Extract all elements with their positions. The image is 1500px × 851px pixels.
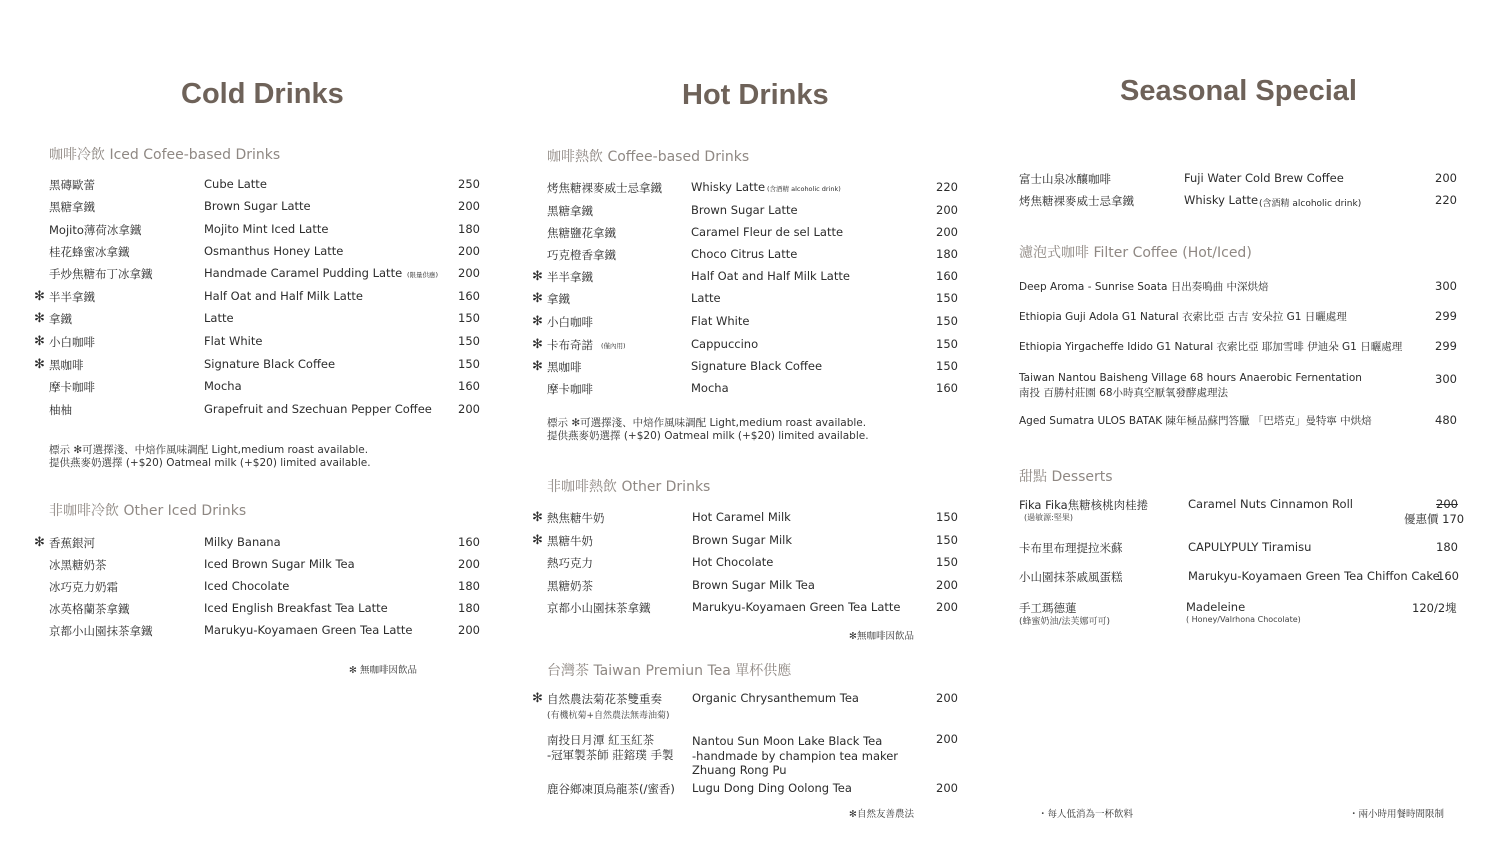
menu-item: 烤焦糖裸麥威士忌拿鐵 Whisky Latte (含酒精 alcoholic drink) 220 <box>1019 193 1457 209</box>
menu-item: 冰英格蘭茶拿鐵 Iced English Breakfast Tea Latte 180 <box>49 601 480 616</box>
desserts-header: 甜點 Desserts <box>1019 469 1113 485</box>
discount-price: 優惠價 170 <box>1404 512 1465 526</box>
menu-item: 黑糖拿鐵 Brown Sugar Latte 200 <box>547 203 958 218</box>
menu-item: 冰巧克力奶霜 Iced Chocolate 180 <box>49 579 480 594</box>
oatmilk-note: 提供燕麥奶選擇 (+$20) Oatmeal milk (+$20) limited available. <box>49 457 371 469</box>
menu-item: ✻ 熱焦糖牛奶 Hot Caramel Milk 150 <box>532 510 958 525</box>
menu-item: ✻ 半半拿鐵 Half Oat and Half Milk Latte 160 <box>34 289 480 304</box>
menu-item: ✻ 香蕉銀河 Milky Banana 160 <box>34 535 480 550</box>
menu-item: ✻ 小白咖啡 Flat White 150 <box>532 314 958 329</box>
menu-item: 京都小山園抹茶拿鐵 Marukyu-Koyamaen Green Tea Latte 200 <box>547 600 958 615</box>
flavor-note: (蜂蜜奶油/法芙娜可可) <box>1019 617 1111 627</box>
menu-item: 手炒焦糖布丁冰拿鐵 Handmade Caramel Pudding Latte (限量供應) 200 <box>49 266 480 281</box>
menu-item: 鹿谷鄉凍頂烏龍茶(/蜜香) Lugu Dong Ding Oolong Tea 200 <box>547 781 958 796</box>
cold-drinks-title: Cold Drinks <box>181 78 344 110</box>
oatmilk-note: 提供燕麥奶選擇 (+$20) Oatmeal milk (+$20) limited available. <box>547 430 869 442</box>
menu-item: 富士山泉冰釀咖啡 Fuji Water Cold Brew Coffee 200 <box>1019 171 1457 186</box>
other-iced-header: 非咖啡冷飲 Other Iced Drinks <box>49 503 247 519</box>
menu-item: ✻ 半半拿鐵 Half Oat and Half Milk Latte 160 <box>532 269 958 284</box>
menu-item: 京都小山園抹茶拿鐵 Marukyu-Koyamaen Green Tea Latte 200 <box>49 623 480 638</box>
menu-item: Aged Sumatra ULOS BATAK 陳年極品蘇門答臘 「巴塔克」曼特寧 中烘焙 480 <box>1019 413 1457 427</box>
menu-item: ✻ 拿鐵 Latte 150 <box>34 311 480 326</box>
menu-item: 桂花蜂蜜冰拿鐵 Osmanthus Honey Latte 200 <box>49 244 480 259</box>
item-subnote: (有機杭菊+自然農法無毒油菊) <box>547 711 670 721</box>
menu-item: 黑糖拿鐵 Brown Sugar Latte 200 <box>49 199 480 214</box>
menu-item: Mojito薄荷冰拿鐵 Mojito Mint Iced Latte 180 <box>49 222 480 237</box>
menu-item: 南投日月潭 紅玉紅茶 Nantou Sun Moon Lake Black Tea 200 <box>547 732 958 748</box>
menu-item: 烤焦糖裸麥威士忌拿鐵 Whisky Latte (含酒精 alcoholic drink) 220 <box>547 180 958 195</box>
menu-item: Ethiopia Guji Adola G1 Natural 衣索比亞 古吉 安朵拉 G1 日曬處理 299 <box>1019 309 1457 323</box>
menu-item: ✻ 黑咖啡 Signature Black Coffee 150 <box>34 357 480 372</box>
menu-item: ✻ 自然農法菊花茶雙重奏 Organic Chrysanthemum Tea 200 <box>532 691 958 706</box>
minimum-order-note: ・每人低消為一杯飲料 <box>1038 809 1134 820</box>
menu-item: 黑磚歐蕾 Cube Latte 250 <box>49 177 480 192</box>
menu-item: Taiwan Nantou Baisheng Village 68 hours Anaerobic Fernentation 300 <box>1019 372 1457 386</box>
menu-item: 冰黑糖奶茶 Iced Brown Sugar Milk Tea 200 <box>49 557 480 572</box>
menu-item: 熱巧克力 Hot Chocolate 150 <box>547 555 958 570</box>
iced-coffee-header: 咖啡冷飲 Iced Cofee-based Drinks <box>49 147 281 163</box>
menu-item: 摩卡咖啡 Mocha 160 <box>49 379 480 394</box>
menu-item: ✻ 黑咖啡 Signature Black Coffee 150 <box>532 359 958 374</box>
menu-item: Ethiopia Yirgacheffe Idido G1 Natural 衣索比亞 耶加雪啡 伊迪朵 G1 日曬處理 299 <box>1019 339 1457 353</box>
menu-item-line: -冠軍製茶師 莊鎔璞 手製 -handmade by champion tea maker <box>547 748 899 763</box>
hot-coffee-header: 咖啡熱飲 Coffee-based Drinks <box>547 149 750 165</box>
seasonal-special-title: Seasonal Special <box>1120 75 1357 107</box>
taiwan-tea-header: 台灣茶 Taiwan Premiun Tea 單杯供應 <box>547 663 792 679</box>
menu-item: 黑糖奶茶 Brown Sugar Milk Tea 200 <box>547 578 958 593</box>
menu-item-line: 南投 百勝村莊園 68小時真空厭氧發酵處理法 <box>1019 387 1229 399</box>
menu-item: Deep Aroma - Sunrise Soata 日出奏鳴曲 中深烘焙 300 <box>1019 279 1457 293</box>
time-limit-note: ・兩小時用餐時間限制 <box>1349 809 1445 820</box>
natural-farming-footnote: ✻自然友善農法 <box>849 809 914 820</box>
menu-item: Fika Fika焦糖核桃肉桂捲 Caramel Nuts Cinnamon Roll 200 <box>1019 497 1458 512</box>
roast-note: 標示 ✻可選擇淺、中焙作風味調配 Light,medium roast available. <box>547 417 867 429</box>
menu-item: ✻ 黑糖牛奶 Brown Sugar Milk 150 <box>532 533 958 548</box>
menu-item: 小山園抹茶戚風蛋糕 Marukyu-Koyamaen Green Tea Chiffon Cake 160 <box>1019 569 1459 584</box>
menu-item: 摩卡咖啡 Mocha 160 <box>547 381 958 396</box>
decaf-footnote: ✻無咖啡因飲品 <box>849 631 914 642</box>
hot-drinks-title: Hot Drinks <box>682 79 829 111</box>
filter-coffee-header: 濾泡式咖啡 Filter Coffee (Hot/Iced) <box>1019 245 1252 261</box>
flavor-note-en: ( Honey/Valrhona Chocolate) <box>1186 615 1301 624</box>
menu-item-line: Zhuang Rong Pu <box>692 763 787 777</box>
menu-item: 焦糖鹽花拿鐵 Caramel Fleur de sel Latte 200 <box>547 225 958 240</box>
menu-item: ✻ 小白咖啡 Flat White 150 <box>34 334 480 349</box>
other-hot-header: 非咖啡熱飲 Other Drinks <box>547 479 711 495</box>
menu-item: 卡布里布理提拉米蘇 CAPULYPULY Tiramisu 180 <box>1019 540 1458 555</box>
roast-note: 標示 ✻可選擇淺、中焙作風味調配 Light,medium roast available. <box>49 444 369 456</box>
menu-item: ✻ 拿鐵 Latte 150 <box>532 291 958 306</box>
decaf-footnote: ✻ 無咖啡因飲品 <box>349 665 417 676</box>
allergen-note: (過敏源:堅果) <box>1024 513 1073 522</box>
menu-item: 柚柚 Grapefruit and Szechuan Pepper Coffee 200 <box>49 402 480 417</box>
menu-item: 巧克橙香拿鐵 Choco Citrus Latte 180 <box>547 247 958 262</box>
menu-item: 手工瑪德蓮 Madeleine 120/2塊 <box>1019 600 1457 615</box>
menu-item: ✻ 卡布奇諾 (僅內用) Cappuccino 150 <box>532 337 958 352</box>
